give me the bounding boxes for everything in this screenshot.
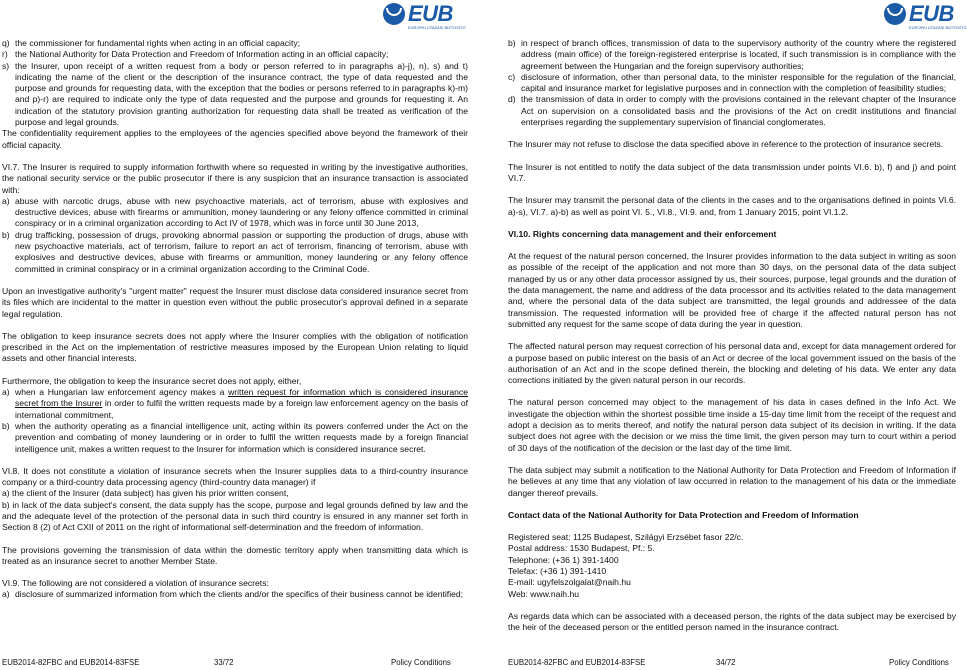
logo-wordmark: EUB [408, 1, 453, 27]
eub-logo-left [383, 1, 466, 30]
logo-tagline: EUROPAI UTAZÁSI BIZTOSÍTÓ [408, 25, 466, 30]
contact-line: Registered seat: 1125 Budapest, Szilágyi Erzsébet fasor 22/c. [508, 532, 744, 543]
paragraph: At the request of the natural person concerned, the Insurer provides information to the data subject in writing as soon as possible of the receipt of the application and not more than 30 days, on the personal data of the data subject managed by us or any other data processor assigned by us, their sources, purpose, legal grounds and the duration of the data management, the name and address of the data processor and its activities related to the data management and, where the personal data of the data subject are transmitted, the legal grounds and addressee of the data transmission. The requested information will be provided free of charge if the affected natural person has not submitted any request for the same scope of data during the year in question. [508, 251, 956, 329]
list-item: a) abuse with narcotic drugs, abuse with new psychoactive materials, act of terrorism, abuse with explosives and destructive devices, abuse with firearms or ammunition, money laundering or any felony offence committed in criminal conspiracy or in a criminal organization according to Act IV of 1978, which was in force until 30 June 2013, [2, 195, 468, 229]
footer-left-code: EUB2014-82FBC and EUB2014-83FSE [2, 658, 140, 667]
list-item: q) the commissioner for fundamental rights when acting in an official capacity; [2, 38, 301, 48]
paragraph: VI.8. It does not constitute a violation of insurance secrets when the Insurer supplies data to a third-country insurance company or a third-country data processing agency (third-country data manager) if [2, 465, 468, 488]
eub-emblem-icon [884, 3, 906, 25]
footer-left-title: Policy Conditions [391, 658, 451, 667]
footer-right-page: 34/72 [716, 658, 736, 667]
list-item: a) when a Hungarian law enforcement agency makes a written request for information which is considered insurance secret from the Insurer in order to fulfil the written requests made by a foreign law enforcement agency on the basis of international commitment, [2, 387, 468, 420]
list-item: c) disclosure of information, other than personal data, to the minister responsible for the regulation of the financial, capital and insurance market for legislative purposes and in connection with the completion of feasibility studies; [508, 71, 956, 94]
list-item: b) in respect of branch offices, transmission of data to the supervisory authority of the country where the registered address (main office) of the foreign-registered enterprise is located, if such transmission is in compliance with the agreement between the Hungarian and the foreign supervisory authorities; [508, 38, 956, 71]
eub-emblem-icon [383, 3, 405, 25]
paragraph: The Insurer may transmit the personal data of the clients in the cases and to the organisations defined in points VI.6. a)-s), VI.7. a)-b) as well as point VI. 5., VI.8., VI.9. and, from 1 January 2015, point VI.1.2. [508, 195, 956, 217]
paragraph: The affected natural person may request correction of his personal data and, except for data management ordered for a purpose based on public interest on the basis of an Act or decree of the local government issued on the basis of the authorisation of an Act and in the scope defined therein, the blocking and deleting of his data. We enter any data corrections initiated by the given natural person in our records. [508, 341, 956, 386]
contact-line: Telefax: (+36 1) 391-1410 [508, 565, 607, 576]
paragraph: Upon an investigative authority's "urgent matter" request the Insurer must disclose data considered insurance secret from its files which are incidental to the matter in question even without the public prosecutor's approval defined in a separate legal regulation. [2, 285, 468, 319]
paragraph: The natural person concerned may object to the management of his data in cases defined in the Info Act. We investigate the objection within the shortest possible time inside a 15-day time limit from the receipt of the request and adopt a decision as to merits thereof, and notify the natural person data subject of its decision in writing. If the data subject does not agree with the decision or we miss the time limit, the given person may turn to court within a period of 30 days of the notification of the decision or the last day of the time limit. [508, 397, 956, 453]
contact-web: Web: www.naih.hu [508, 588, 580, 599]
footer-right-code: EUB2014-82FBC and EUB2014-83FSE [508, 658, 646, 667]
section-heading: VI.10. Rights concerning data management and their enforcement [508, 228, 777, 239]
logo-wordmark: EUB [909, 1, 954, 27]
contact-heading: Contact data of the National Authority for Data Protection and Freedom of Information [508, 509, 859, 520]
contact-email: E-mail: ugyfelszolgalat@naih.hu [508, 577, 631, 588]
footer-right-title: Policy Conditions [889, 658, 949, 667]
paragraph: The confidentiality requirement applies to the employees of the agencies specified above beyond the framework of their official capacity. [2, 128, 468, 150]
paragraph: The Insurer is not entitled to notify the data subject of the data transmission under points VI.6. b), f) and j) and point VI.7. [508, 161, 956, 183]
right-page-body [508, 38, 956, 633]
paragraph: VI.9. The following are not considered a violation of insurance secrets: [2, 578, 269, 589]
list-item: s) the Insurer, upon receipt of a written request from a body or person referred to in paragraphs a)-j), n), s) and t) indicating the name of the client or the description of the insurance contract, the type of data requested and the purpose and grounds for requesting data, with the exception that the bodies or persons referred to in paragraphs k)-m) and p)-r) are required to indicate only the type of data requested and the purpose and grounds for requesting it. An indication of the statutory provision granting authorization for requesting data shall be treated as verification of the purpose and legal grounds. [2, 60, 468, 128]
paragraph: The obligation to keep insurance secrets does not apply where the Insurer complies with the obligation of notification prescribed in the Act on the implementation of restrictive measures imposed by the European Union relating to liquid assets and other financial interests. [2, 330, 468, 364]
list-item: b) when the authority operating as a financial intelligence unit, acting within its powers conferred under the Act on the prevention and combating of money laundering or in order to fulfil the written requests made by a foreign financial intelligence unit, makes a written request to the Insurer for information which is considered insurance secret. [2, 420, 468, 454]
list-item: r) the National Authority for Data Protection and Freedom of Information acting in an official capacity; [2, 49, 389, 60]
list-item: a) disclosure of summarized information from which the clients and/or the specifics of their business cannot be identified; [2, 589, 464, 600]
paragraph: As regards data which can be associated with a deceased person, the rights of the data subject may be exercised by the heir of the deceased person or the entitled person named in the insurance contract. [508, 610, 956, 633]
logo-tagline: EUROPAI UTAZÁSI BIZTOSÍTÓ [909, 25, 967, 30]
paragraph: Furthermore, the obligation to keep the insurance secret does not apply, either, [2, 375, 302, 386]
underlined-phrase: written request for information which is considered insurance secret from the Insurer [15, 387, 468, 409]
paragraph: The Insurer may not refuse to disclose the data specified above in reference to the protection of insurance secrets. [508, 139, 944, 150]
paragraph: VI.7. The Insurer is required to supply information forthwith where so requested in writing by the investigative authorities, the national security service or the public prosecutor if there is any suspicion that an insurance transaction is associated with: [2, 161, 468, 195]
list-item: b) drug trafficking, possession of drugs, provoking abnormal passion or supporting the production of drugs, abuse with new psychoactive materials, act of terrorism, failure to report an act of terrorism, financing of terrorism, abuse with explosives and destructive devices, abuse with firearms or ammunition, money laundering or any felony offence committed in criminal conspiracy or in a criminal organization according to the Criminal Code. [2, 229, 468, 274]
footer-left-page: 33/72 [214, 658, 234, 667]
left-page-body [2, 38, 468, 601]
contact-line: Postal address: 1530 Budapest, Pf.: 5. [508, 543, 655, 554]
list-item: d) the transmission of data in order to comply with the provisions contained in the relevant chapter of the Insurance Act on supervision on a consolidated basis and the provisions of the Act on credit institutions and financial enterprises regarding the supplementary supervision of financial conglomerates. [508, 94, 956, 128]
paragraph: The provisions governing the transmission of data within the domestic territory apply when transmitting data which is treated as an insurance secret to another Member State. [2, 544, 468, 566]
contact-line: Telephone: (+36 1) 391-1400 [508, 554, 619, 565]
eub-logo-right [884, 1, 967, 30]
paragraph: b) in lack of the data subject's consent, the data supply has the scope, purpose and legal grounds defined by law and the and the adequate level of the protection of the personal data in such third country is ensured in any manner set forth in Section 8 (2) of Act CXII of 2011 on the right of informational self-determination and the freedom of information. [2, 499, 468, 533]
paragraph: a) the client of the Insurer (data subject) has given his prior written consent, [2, 488, 289, 499]
paragraph: The data subject may submit a notification to the National Authority for Data Protection and Freedom of Information if he believes at any time that any violation of law occurred in relation to the management of his data or the immediate danger thereof prevails. [508, 464, 956, 498]
